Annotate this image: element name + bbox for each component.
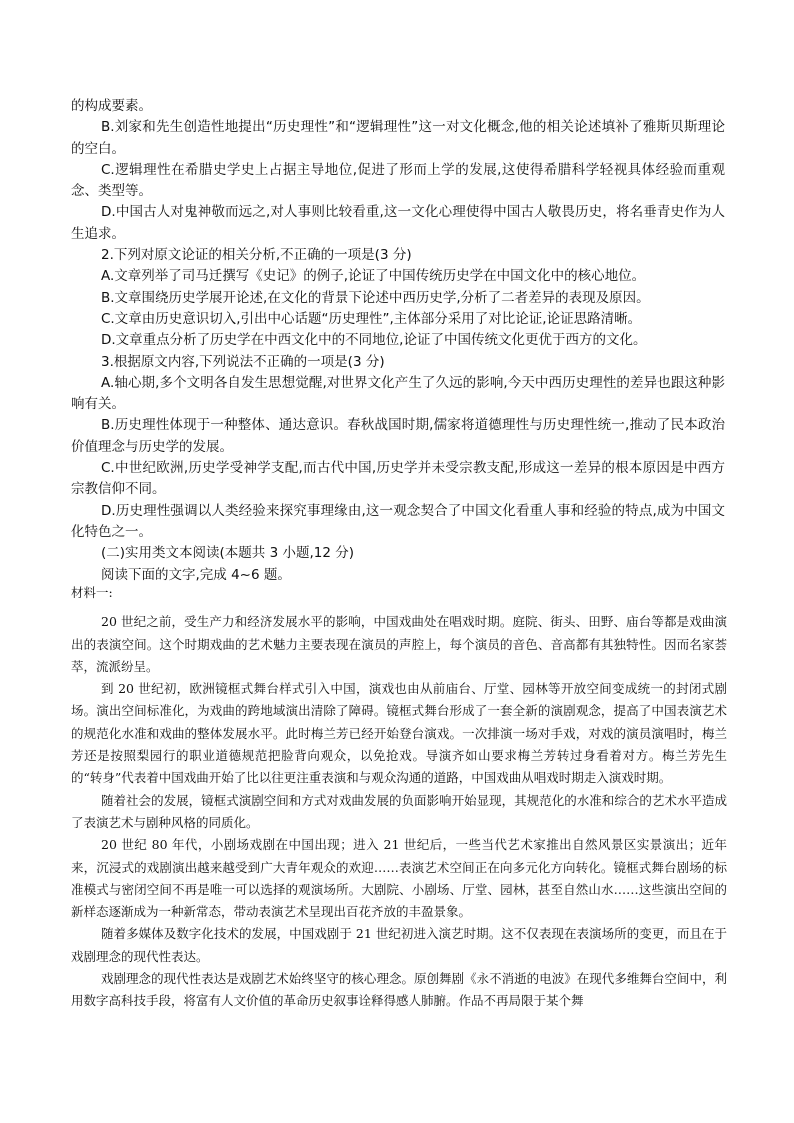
q2-option-d: D.文章重点分析了历史学在中西文化中的不同地位,论证了中国传统文化更优于西方的文化。 bbox=[101, 332, 647, 349]
option-b-line: B.刘家和先生创造性地提出“历史理性”和“逻辑理性”这一对文化概念,他的相关论述填补了雅斯贝斯理论的空白。 bbox=[71, 119, 725, 157]
q2-option-b: B.文章围绕历史学展开论述,在文化的背景下论述中西历史学,分析了二者差异的表现及原因。 bbox=[101, 289, 650, 306]
material-paragraph: 随着多媒体及数字化技术的发展，中国戏剧于 21 世纪初进入演艺时期。这不仅表现在表演场所的变更，而且在于戏剧理念的现代性表达。 bbox=[71, 926, 727, 964]
q2-option-a: A.文章列举了司马迁撰写《史记》的例子,论证了中国传统历史学在中国文化中的核心地位。 bbox=[101, 268, 646, 285]
question-3-stem: 3.根据原文内容,下列说法不正确的一项是(3 分) bbox=[101, 353, 385, 370]
q2-option-c: C.文章由历史意识切入,引出中心话题“历史理性”,主体部分采用了对比论证,论证思路清晰。 bbox=[101, 310, 642, 327]
text-line: 的构成要素。 bbox=[71, 98, 152, 114]
question-section bbox=[71, 96, 725, 586]
material-paragraph: 20 世纪 80 年代，小剧场戏剧在中国出现；进入 21 世纪后，一些当代艺术家推出自然风景区实景演出；近年来，沉浸式的戏剧演出越来越受到广大青年观众的欢迎……表演艺术空间正在向多元化方向转化。镜框式舞台剧场的标准模式与密闭空间不再是唯一可以选择的观演场所。大剧院、小剧场、厅堂、园林，甚至自然山水……这些演出空间的新样态逐渐成为一种新常态，带动表演艺术呈现出百花齐放的丰盈景象。 bbox=[71, 837, 727, 920]
material-section bbox=[71, 582, 727, 1013]
section-instruction: 阅读下面的文字,完成 4~6 题。 bbox=[101, 566, 291, 583]
material-paragraph: 到 20 世纪初，欧洲镜框式舞台样式引入中国，演戏也由从前庙台、厅堂、园林等开放空间变成统一的封闭式剧场。演出空间标准化，为戏曲的跨地域演出清除了障碍。镜框式舞台形成了一套全新的演剧观念，提高了中国表演艺术的规范化水准和戏曲的整体发展水平。此时梅兰芳已经开始登台演戏。一次排演一场对手戏，对戏的演员演唱时，梅兰芳还是按照梨园行的职业道德规范把脸背向观众，以免抢戏。导演齐如山要求梅兰芳转过身看着对方。梅兰芳先生的“转身”代表着中国戏曲开始了比以往更注重表演和与观众沟通的道路，中国戏曲从唱戏时期走入演戏时期。 bbox=[71, 681, 727, 786]
q3-option-d: D.历史理性强调以人类经验来探究事理缘由,这一观念契合了中国文化看重人事和经验的特点,成为中国文化特色之一。 bbox=[71, 502, 725, 540]
material-paragraph: 戏剧理念的现代性表达是戏剧艺术始终坚守的核心理念。原创舞剧《永不消逝的电波》在现代多维舞台空间中，利用数字高科技手段，将富有人文价值的革命历史叙事诠释得感人肺腑。作品不再局限于某个舞 bbox=[71, 971, 727, 1009]
q3-option-a: A.轴心期,多个文明各自发生思想觉醒,对世界文化产生了久远的影响,今天中西历史理性的差异也跟这种影响有关。 bbox=[71, 374, 725, 413]
q3-option-c: C.中世纪欧洲,历史学受神学支配,而古代中国,历史学并未受宗教支配,形成这一差异的根本原因是中西方宗教信仰不同。 bbox=[71, 460, 725, 498]
option-c-line: C.逻辑理性在希腊史学史上占据主导地位,促进了形而上学的发展,这使得希腊科学轻视具体经验而重观念、类型等。 bbox=[71, 161, 725, 200]
material-paragraph: 随着社会的发展，镜框式演剧空间和方式对戏曲发展的负面影响开始显现，其规范化的水准和综合的艺术水平造成了表演艺术与剧种风格的同质化。 bbox=[71, 792, 727, 830]
material-title: 材料一: bbox=[71, 585, 113, 600]
option-d-line: D.中国古人对鬼神敬而远之,对人事则比较看重,这一文化心理使得中国古人敬畏历史，将名垂青史作为人生追求。 bbox=[71, 204, 725, 242]
section-heading: (二)实用类文本阅读(本题共 3 小题,12 分) bbox=[101, 545, 354, 562]
question-2-stem: 2.下列对原文论证的相关分析,不正确的一项是(3 分) bbox=[101, 247, 412, 264]
material-paragraph: 20 世纪之前，受生产力和经济发展水平的影响，中国戏曲处在唱戏时期。庭院、街头、田野、庙台等都是戏曲演出的表演空间。这个时期戏曲的艺术魅力主要表现在演员的声腔上，每个演员的音色、音高都有其独特性。因而名家荟萃，流派纷呈。 bbox=[71, 614, 727, 674]
q3-option-b: B.历史理性体现于一种整体、通达意识。春秋战国时期,儒家将道德理性与历史理性统一,推动了民本政治价值理念与历史学的发展。 bbox=[71, 417, 725, 455]
